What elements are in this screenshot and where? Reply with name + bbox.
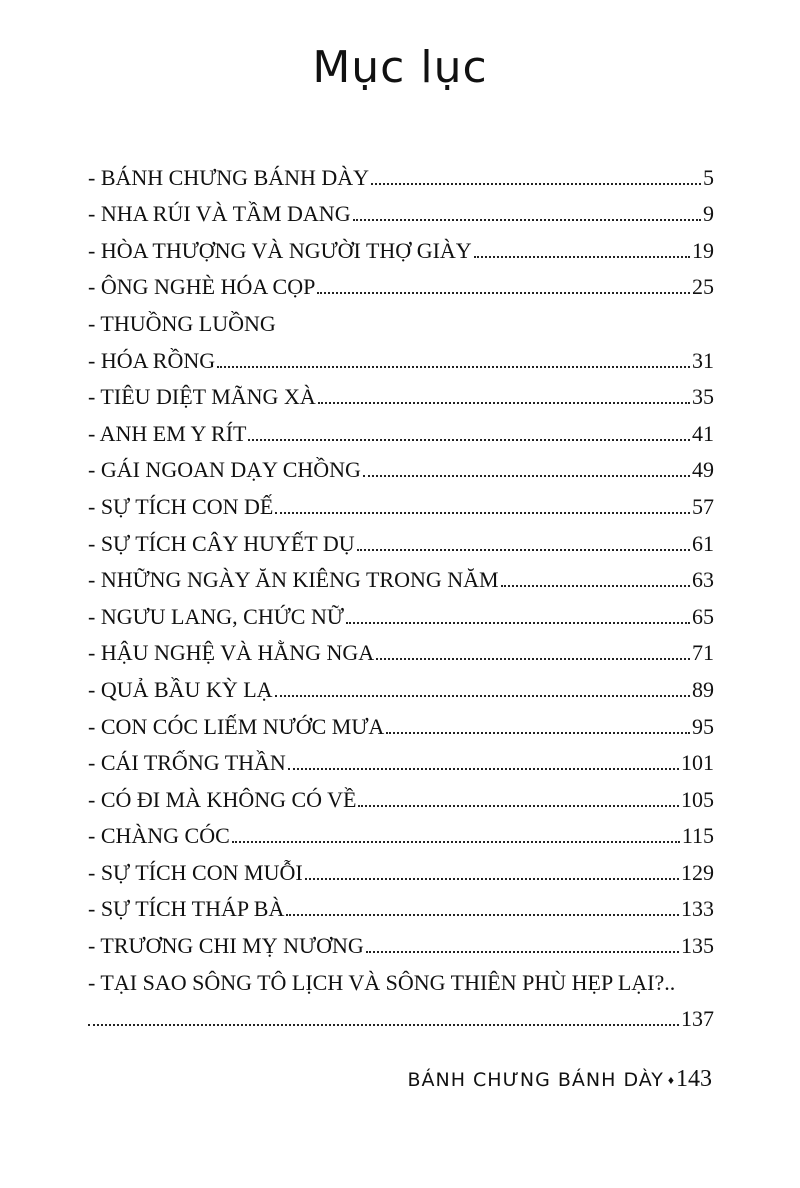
toc-entry-page: 57	[692, 493, 714, 519]
toc-entry	[88, 703, 714, 740]
toc-entry	[88, 886, 714, 923]
toc-leader-dots	[248, 439, 690, 441]
toc-entry-page: 135	[681, 933, 714, 959]
toc-entry-page: 105	[681, 786, 714, 812]
toc-entry	[88, 300, 714, 337]
toc-entry-page: 133	[681, 896, 714, 922]
toc-entry-page: 65	[692, 603, 714, 629]
toc-entry-page: 35	[692, 384, 714, 410]
toc-entry-title: - HÓA RỒNG	[88, 347, 216, 373]
toc-entry-title: - TẠI SAO SÔNG TÔ LỊCH VÀ SÔNG THIÊN PHÙ HẸP LẠI?..	[88, 969, 676, 995]
toc-entry	[88, 264, 714, 301]
toc-entry-page: 31	[692, 347, 714, 373]
toc-entry	[88, 227, 714, 264]
toc-entry-page: 5	[703, 164, 714, 190]
toc-entry-page: 61	[692, 530, 714, 556]
toc-entry-page: 115	[681, 823, 714, 849]
toc-entry-page: 9	[703, 201, 714, 227]
toc-leader-dots	[318, 402, 690, 404]
toc-leader-dots	[501, 585, 690, 587]
toc-entry	[88, 593, 714, 630]
toc-entry-title: - CÓ ĐI MÀ KHÔNG CÓ VỀ	[88, 786, 357, 812]
toc-leader-dots	[346, 622, 690, 624]
toc-entry-title: - GÁI NGOAN DẠY CHỒNG	[88, 457, 361, 483]
toc-entry-title: - CÁI TRỐNG THẦN	[88, 750, 286, 776]
toc-entry-page: 41	[692, 420, 714, 446]
toc-entry	[88, 557, 714, 594]
toc-entry-title: - ÔNG NGHÈ HÓA CỌP	[88, 274, 316, 300]
toc-leader-dots	[474, 256, 690, 258]
toc-entry-title: - SỰ TÍCH CON DẾ	[88, 493, 274, 519]
toc-leader-dots	[386, 732, 690, 734]
toc-entry-title: - HẬU NGHỆ VÀ HẰNG NGA	[88, 640, 375, 666]
toc-entry	[88, 191, 714, 228]
toc-entry-page: 71	[692, 640, 714, 666]
toc-leader-dots	[366, 951, 679, 953]
toc-entry	[88, 337, 714, 374]
toc-entry-title: - NHỮNG NGÀY ĂN KIÊNG TRONG NĂM	[88, 567, 499, 593]
toc-entry	[88, 740, 714, 777]
toc-entry-page: 95	[692, 713, 714, 739]
toc-entry-title: - CHÀNG CÓC	[88, 823, 230, 849]
footer-book-title: BÁNH CHƯNG BÁNH DÀY	[407, 1069, 664, 1091]
toc-leader-dots	[275, 695, 690, 697]
footer-bullet-icon: ♦	[667, 1073, 674, 1088]
toc-entry	[88, 447, 714, 484]
toc-entry-title: - TIÊU DIỆT MÃNG XÀ	[88, 384, 316, 410]
toc-entry-title: - NHA RÚI VÀ TẦM DANG	[88, 201, 351, 227]
toc-entry-title: - QUẢ BẦU KỲ LẠ	[88, 676, 273, 702]
toc-entry	[88, 630, 714, 667]
toc-leader-dots	[371, 183, 701, 185]
toc-leader-dots	[232, 841, 680, 843]
toc-entry	[88, 776, 714, 813]
toc-entry-page: 49	[692, 457, 714, 483]
toc-entry-title: - SỰ TÍCH THÁP BÀ	[88, 896, 285, 922]
toc-entry	[88, 374, 714, 411]
toc-entry-title: - CON CÓC LIẾM NƯỚC MƯA	[88, 713, 385, 739]
page-title: Mục lục	[312, 42, 488, 93]
running-footer	[407, 1066, 712, 1093]
toc-entry-title: - HÒA THƯỢNG VÀ NGƯỜI THỢ GIÀY	[88, 237, 472, 263]
toc-entry	[88, 813, 714, 850]
toc-leader-dots	[358, 805, 679, 807]
toc-leader-dots	[88, 1024, 679, 1026]
toc-leader-dots	[275, 512, 690, 514]
toc-entry-title: - TRƯƠNG CHI MỴ NƯƠNG	[88, 933, 364, 959]
toc-entry	[88, 410, 714, 447]
toc-entry	[88, 922, 714, 959]
toc-entry-page: 25	[692, 274, 714, 300]
toc-entry-page: 89	[692, 676, 714, 702]
toc-leader-dots	[305, 878, 679, 880]
toc-entry	[88, 666, 714, 703]
toc-entry-page: 19	[692, 237, 714, 263]
toc-entry-title: - SỰ TÍCH CÂY HUYẾT DỤ	[88, 530, 355, 556]
toc-entry-page: 137	[681, 1006, 714, 1032]
toc-leader-dots	[317, 292, 690, 294]
toc-entry	[88, 154, 714, 191]
toc-entry	[88, 959, 714, 996]
toc-leader-dots	[217, 366, 690, 368]
toc-entry-title: - NGƯU LANG, CHỨC NỮ	[88, 603, 344, 629]
footer-page-number: 143	[676, 1066, 712, 1092]
toc-leader-dots	[376, 658, 690, 660]
toc-leader-dots	[286, 914, 679, 916]
table-of-contents	[88, 154, 714, 1032]
toc-entry	[88, 849, 714, 886]
toc-entry	[88, 483, 714, 520]
toc-entry-title: - BÁNH CHƯNG BÁNH DÀY	[88, 164, 370, 190]
toc-entry-title: - THUỒNG LUỒNG	[88, 310, 276, 336]
toc-entry	[88, 996, 714, 1033]
toc-entry-title: - ANH EM Y RÍT	[88, 420, 247, 446]
toc-entry-title: - SỰ TÍCH CON MUỖI	[88, 859, 303, 885]
toc-leader-dots	[357, 549, 690, 551]
toc-entry-page: 63	[692, 567, 714, 593]
toc-entry	[88, 520, 714, 557]
toc-entry-page: 129	[681, 859, 714, 885]
toc-leader-dots	[353, 219, 701, 221]
toc-entry-page: 101	[681, 750, 714, 776]
toc-leader-dots	[288, 768, 679, 770]
toc-leader-dots	[363, 475, 690, 477]
